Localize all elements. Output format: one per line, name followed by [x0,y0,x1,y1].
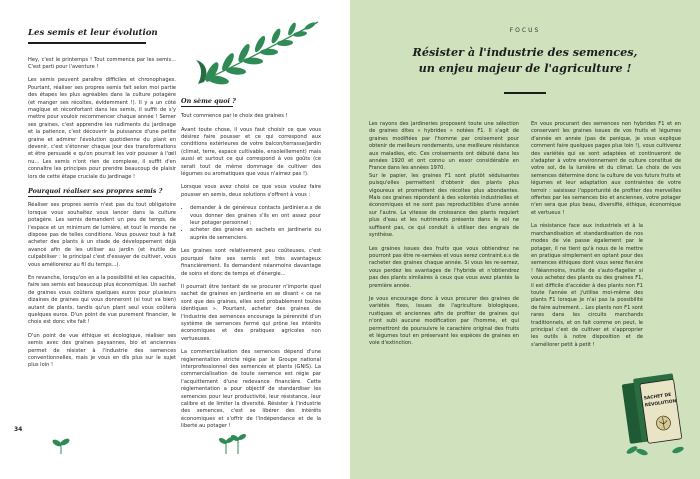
right-column-2 [531,121,681,355]
intro-paragraph: Hey, c'est le printemps ! Tout commence par les semis... C'est parti pour l'aventure ! [28,56,176,70]
body-paragraph: Avant toute chose, il vous faut choisir ce que vous désirez faire pousser et ce qui correspond aux conditions extérieures de votre balcon/terrasse/jardin (climat, terre, espace cultivable, ensoleillement) mais aussi et surtout ce qui correspond à vos goûts (ce serait tout de même dommage de cultiver des légumes ou aromatiques que vous n'aimez pas !). [181,126,321,178]
body-paragraph: En vous procurant des semences non hybrides F1 et en conservant les graines issues de vos fruits et légumes d'année en année (pas de panique, je vous explique comment faire quelques pages plus loin !), vous cultiverez des variétés qui se sont adaptées et continueront de s'adapter à votre environnement de culture constitué de votre sol, de la lumière et du climat. Le choix de vos semences détermine donc la culture de vos futurs fruits et légumes et leur adaptation aux contraintes de votre terroir : saisissez l'opportunité de profiter des merveilles offertes par les semences bio et anciennes, votre potager n'en sera que plus beau, diversifié, éthique, économique et vertueux ! [531,121,681,216]
body-paragraph: La commercialisation des semences dépend d'une réglementation stricte régie par le Groupe national interprofessionnel des semences et plants (GNIS). La commercialisation de toute semence est régie par l'acquittement d'une redevance financière. Cette réglementation a pour objectif de standardiser les semences pour leur productivité, leur résistance, leur calibre et de limiter la diversité. Résister à l'industrie des semences, c'est se libérer des intérêts économiques et s'offrir de l'indépendance et de la liberté au potager ! [181,349,321,430]
subheading-why: Pourquoi réaliser ses propres semis ? [28,187,163,196]
left-column-1 [28,28,176,376]
title-divider [504,92,546,94]
body-paragraph: Je vous encourage donc à vous procurer des graines de variétés fixes, issues de l'agriculture biologiques, rustiques et anciennes afin de profiter de graines qui n'ont subi aucune modification par l'homme, et qui permettront de poursuivre le caractère original des fruits et légumes tout en préservant les espèces de graines en voie d'extinction. [369,295,519,347]
body-paragraph: Les graines issues des fruits que vous obtiendrez ne pourront pas être re-semées et vous serez contraint.e.s de racheter des graines chaque année. Si vous les re-semez, vous perdez les avantages de l'hybride et n'obtiendrez pas des plants similaires à ceux que vous avez plantés la première année. [369,245,519,289]
body-paragraph: D'un point de vue éthique et écologique, réaliser ses semis avec des graines paysannes, bio et anciennes permet de résister à l'industrie des semences conventionnelles, mais je vous en dis plus sur le sujet plus loin ! [28,332,176,369]
sprout-icon [50,436,72,454]
seed-packet-illustration [622,368,690,458]
focus-title-line-2: un enjeu majeur de l'agriculture ! [418,60,632,75]
body-paragraph: Sur le papier, les graines F1 sont plutôt séduisantes puisqu'elles permettent d'obtenir des plants plus vigoureux et promettent des récoltes plus abondantes. Mais ces graines répondent à des volontés industrielles et économiques et ne sont pas reproductibles d'une année sur l'autre. La vitesse de croissance des plants requiert plus d'eau et les nutriments présents dans le sol ne suffisent pas, ce qui conduit à utiliser des engrais de synthèse. [369,172,519,239]
packet-label-1: SACHET DE [643,392,672,402]
body-paragraph: La résistance face aux industriels et à la marchandisation et standardisation de nos modes de vie passe également par le potager, il ne tient qu'à nous de le mettre en pratique simplement en optant pour des semences éthiques dont vous serez fier.ère ! Néanmoins, inutile de s'auto-flageller si vous achetez des plants ou des graines F1, il est difficile d'accéder à des plants non F1 toute l'année et j'utilise moi-même des plants F1 lorsque je n'ai pas la possibilité de faire autrement... Les plants non F1 sont rares dans les circuits marchands traditionnels, et on fait comme on peut, le principal c'est de cultiver et s'approprier les outils à notre disposition et de s'améliorer petit à petit ! [531,223,643,348]
body-paragraph: Les rayons des jardineries proposent toute une sélection de graines dites « hybrides » notées F1. Il s'agit de graines modifiées par l'homme par croisement pour obtenir de meilleurs rendements, une meilleure résistance aux maladies, etc. Ces croisements ont débuté dans les années 1920 et ont connu un essor considérable en France dans les années 1970. [369,121,519,172]
packet-label-2: RÉVOLUTION [644,399,677,409]
page-title: Les semis et leur évolution [28,28,158,38]
right-page [350,0,700,479]
body-paragraph: Il pourrait être tentant de se procurer n'importe quel sachet de graines en jardinerie en se disant « ce ne sont que des graines, elles sont probablement toutes identiques ». Pourtant, acheter des graines de l'industrie des semences encourage la pérennité d'un système de semences fermé qui prône les intérêts économiques et des pratiques agricoles non vertueuses. [181,283,321,342]
sprout-icon [218,430,248,454]
body-paragraph: Les graines sont relativement peu coûteuses, c'est pourquoi faire ses semis est très avantageux financièrement. Ils demandent néanmoins davantage de soins et donc de temps et d'énergie... [181,248,321,277]
focus-title-line-1: Résister à l'industrie des semences, [412,45,638,59]
subheading-underline [181,106,233,107]
body-paragraph: Tout commence par le choix des graines ! [181,113,288,120]
subheading-what: On sème quoi ? [181,97,236,105]
body-paragraph: En revanche, lorsqu'on en a la possibilité et les capacités, faire ses semis est beaucoup plus économique. Un sachet de graines vous coûtera quelques euros pour plusieurs dizaines de graines qui vous donneront (si tout va bien) autant de plants, tandis qu'un plant seul vous coûtera quelques euros. D'un point de vue purement financier, le choix est donc vite fait ! [28,274,176,326]
subheading-underline [28,196,152,197]
body-paragraph: Les semis peuvent paraître difficiles et chronophages. Pourtant, réaliser ses propres semis fait selon moi partie des étapes les plus agréables dans la culture potagère (et manger ses récoltes, évidemment !). Il y a un côté magique et réconfortant dans les semis, il suffit de s'y mettre pour vouloir recommencer chaque année ! Semer ses graines, c'est apprendre les rudiments du jardinage et la patience, c'est découvrir la puissance d'une petite graine et admirer l'évolution quotidienne du plant en devenir, c'est s'étonner chaque jour des transformations et être persuadé e qu'on pourrait les voir pousser à l'œil nu... Les semis n'ont rien de complexe, il suffit d'en connaître les principes pour prendre beaucoup de plaisir lors de cette étape cruciale du jardinage ! [28,77,176,180]
options-list [181,205,321,242]
focus-label: FOCUS [509,27,541,34]
right-column-1 [369,121,519,354]
title-underline [28,42,146,44]
list-item: • acheter des graines en sachets en jardinerie ou auprès de semenciers. [190,227,321,242]
list-item: • demander à de généreux contacts jardinier.e.s de vous donner des graines s'ils en ont assez pour leur potager personnel ; [190,205,321,227]
fern-leaf-illustration [196,16,324,94]
page-number: 34 [14,426,23,433]
body-paragraph: Réaliser ses propres semis n'est pas du tout obligatoire lorsque vous souhaitez vous lancer dans la culture potagère. Les semis demandent un peu de temps, de l'espace et un minimum de lumière, et tout le monde ne dispose pas de telles conditions. Vous pouvez tout à fait acheter des plants à un stade de développement déjà avancé afin de les utiliser au jardin (et inutile de culpabiliser : le principal c'est d'essayer de cultiver, vous vous améliorerez au fil du temps...). [28,202,176,268]
left-column-2 [181,97,321,437]
focus-title [350,45,700,76]
body-paragraph: Lorsque vous avez choisi ce que vous voulez faire pousser en semis, deux solutions s'offrent à vous : [181,184,321,198]
